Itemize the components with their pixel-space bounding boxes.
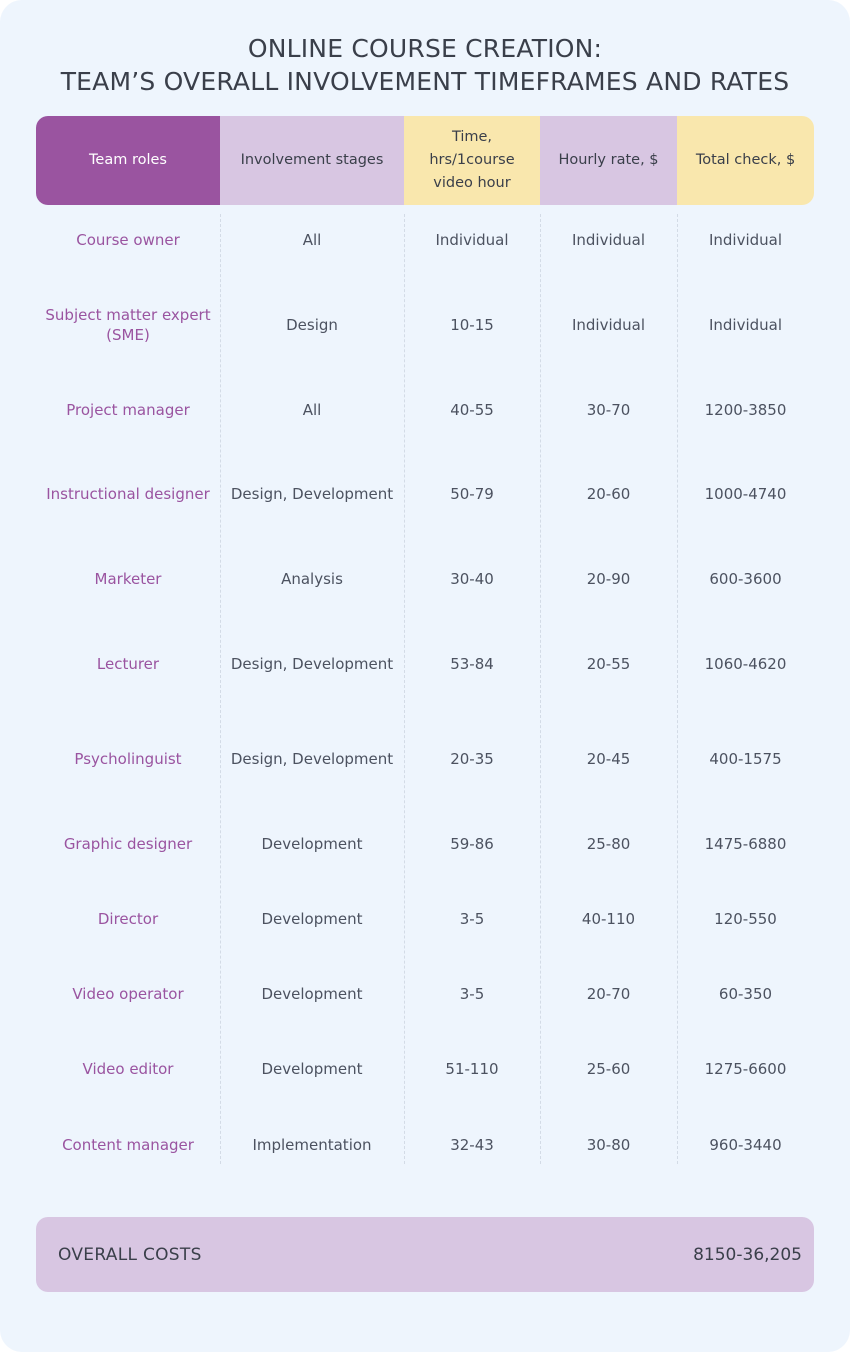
cell-stages: Implementation [252, 1136, 372, 1154]
cell-time: 30-40 [450, 570, 494, 588]
cell-rate: 30-70 [586, 401, 631, 419]
cell-role: Video editor [82, 1060, 174, 1078]
header-team-roles: Team roles [36, 116, 220, 205]
cell-stages: All [302, 401, 322, 419]
cell-rate: 20-45 [586, 750, 631, 768]
cell-time: Individual [435, 231, 509, 249]
cell-rate: Individual [571, 231, 646, 249]
cell-stages: Design, Development [230, 750, 394, 768]
header-hourly-rate: Hourly rate, $ [540, 116, 677, 205]
cell-time: 53-84 [450, 655, 494, 673]
cell-stages: Analysis [281, 570, 343, 588]
cell-stages: Development [261, 985, 363, 1003]
cell-total: Individual [708, 316, 783, 334]
cell-role: Subject matter expert (SME) [45, 306, 211, 344]
cell-time: 3-5 [459, 910, 485, 928]
cell-time: 51-110 [445, 1060, 499, 1078]
cell-rate: 25-80 [586, 835, 631, 853]
cell-time: 59-86 [450, 835, 494, 853]
cell-total: 600-3600 [709, 570, 782, 588]
cell-role: Lecturer [96, 655, 160, 673]
cell-total: 60-350 [718, 985, 773, 1003]
cell-stages: All [302, 231, 322, 249]
cell-time: 50-79 [450, 485, 494, 503]
table-header [36, 116, 814, 205]
cell-total: 1200-3850 [704, 401, 787, 419]
cell-time: 20-35 [450, 750, 494, 768]
title-line-1: ONLINE COURSE CREATION: [247, 34, 603, 63]
page-title [0, 32, 850, 98]
cell-time: 3-5 [459, 985, 485, 1003]
cell-total: 1475-6880 [704, 835, 787, 853]
cell-stages: Development [261, 910, 363, 928]
cell-role: Marketer [94, 570, 162, 588]
cell-stages: Development [261, 835, 363, 853]
cell-total: 1275-6600 [704, 1060, 787, 1078]
cell-total: 1060-4620 [704, 655, 787, 673]
cell-time: 40-55 [450, 401, 494, 419]
cell-rate: Individual [571, 316, 646, 334]
cell-stages: Design [286, 316, 338, 334]
header-time: Time, hrs/1course video hour [404, 116, 540, 205]
header-involvement-stages: Involvement stages [220, 116, 404, 205]
cell-total: 1000-4740 [704, 485, 787, 503]
cell-rate: 20-60 [586, 485, 631, 503]
cell-total: Individual [708, 231, 783, 249]
overall-costs-label: OVERALL COSTS [58, 1244, 202, 1265]
cell-time: 32-43 [450, 1136, 494, 1154]
cell-rate: 20-55 [586, 655, 631, 673]
cell-role: Graphic designer [63, 835, 193, 853]
cell-role: Director [97, 910, 159, 928]
title-line-2: TEAM’S OVERALL INVOLVEMENT TIMEFRAMES AND RATES [60, 67, 790, 96]
cell-total: 960-3440 [709, 1136, 782, 1154]
cell-role: Content manager [62, 1136, 194, 1154]
cell-role: Video operator [72, 985, 184, 1003]
cell-role: Project manager [66, 401, 190, 419]
cell-time: 10-15 [450, 316, 494, 334]
cell-rate: 20-70 [586, 985, 631, 1003]
overall-costs-bar [36, 1217, 814, 1292]
cell-rate: 30-80 [586, 1136, 631, 1154]
cell-stages: Design, Development [230, 485, 394, 503]
cell-role: Instructional designer [46, 485, 210, 503]
header-total-check: Total check, $ [677, 116, 814, 205]
cell-role: Psycholinguist [74, 750, 182, 768]
cell-stages: Development [261, 1060, 363, 1078]
cell-stages: Design, Development [230, 655, 394, 673]
cell-total: 400-1575 [709, 750, 782, 768]
cell-rate: 25-60 [586, 1060, 631, 1078]
overall-costs-value: 8150-36,205 [693, 1244, 802, 1265]
cell-role: Course owner [76, 231, 180, 249]
cell-total: 120-550 [714, 910, 777, 928]
cell-rate: 40-110 [581, 910, 636, 928]
cell-rate: 20-90 [586, 570, 631, 588]
